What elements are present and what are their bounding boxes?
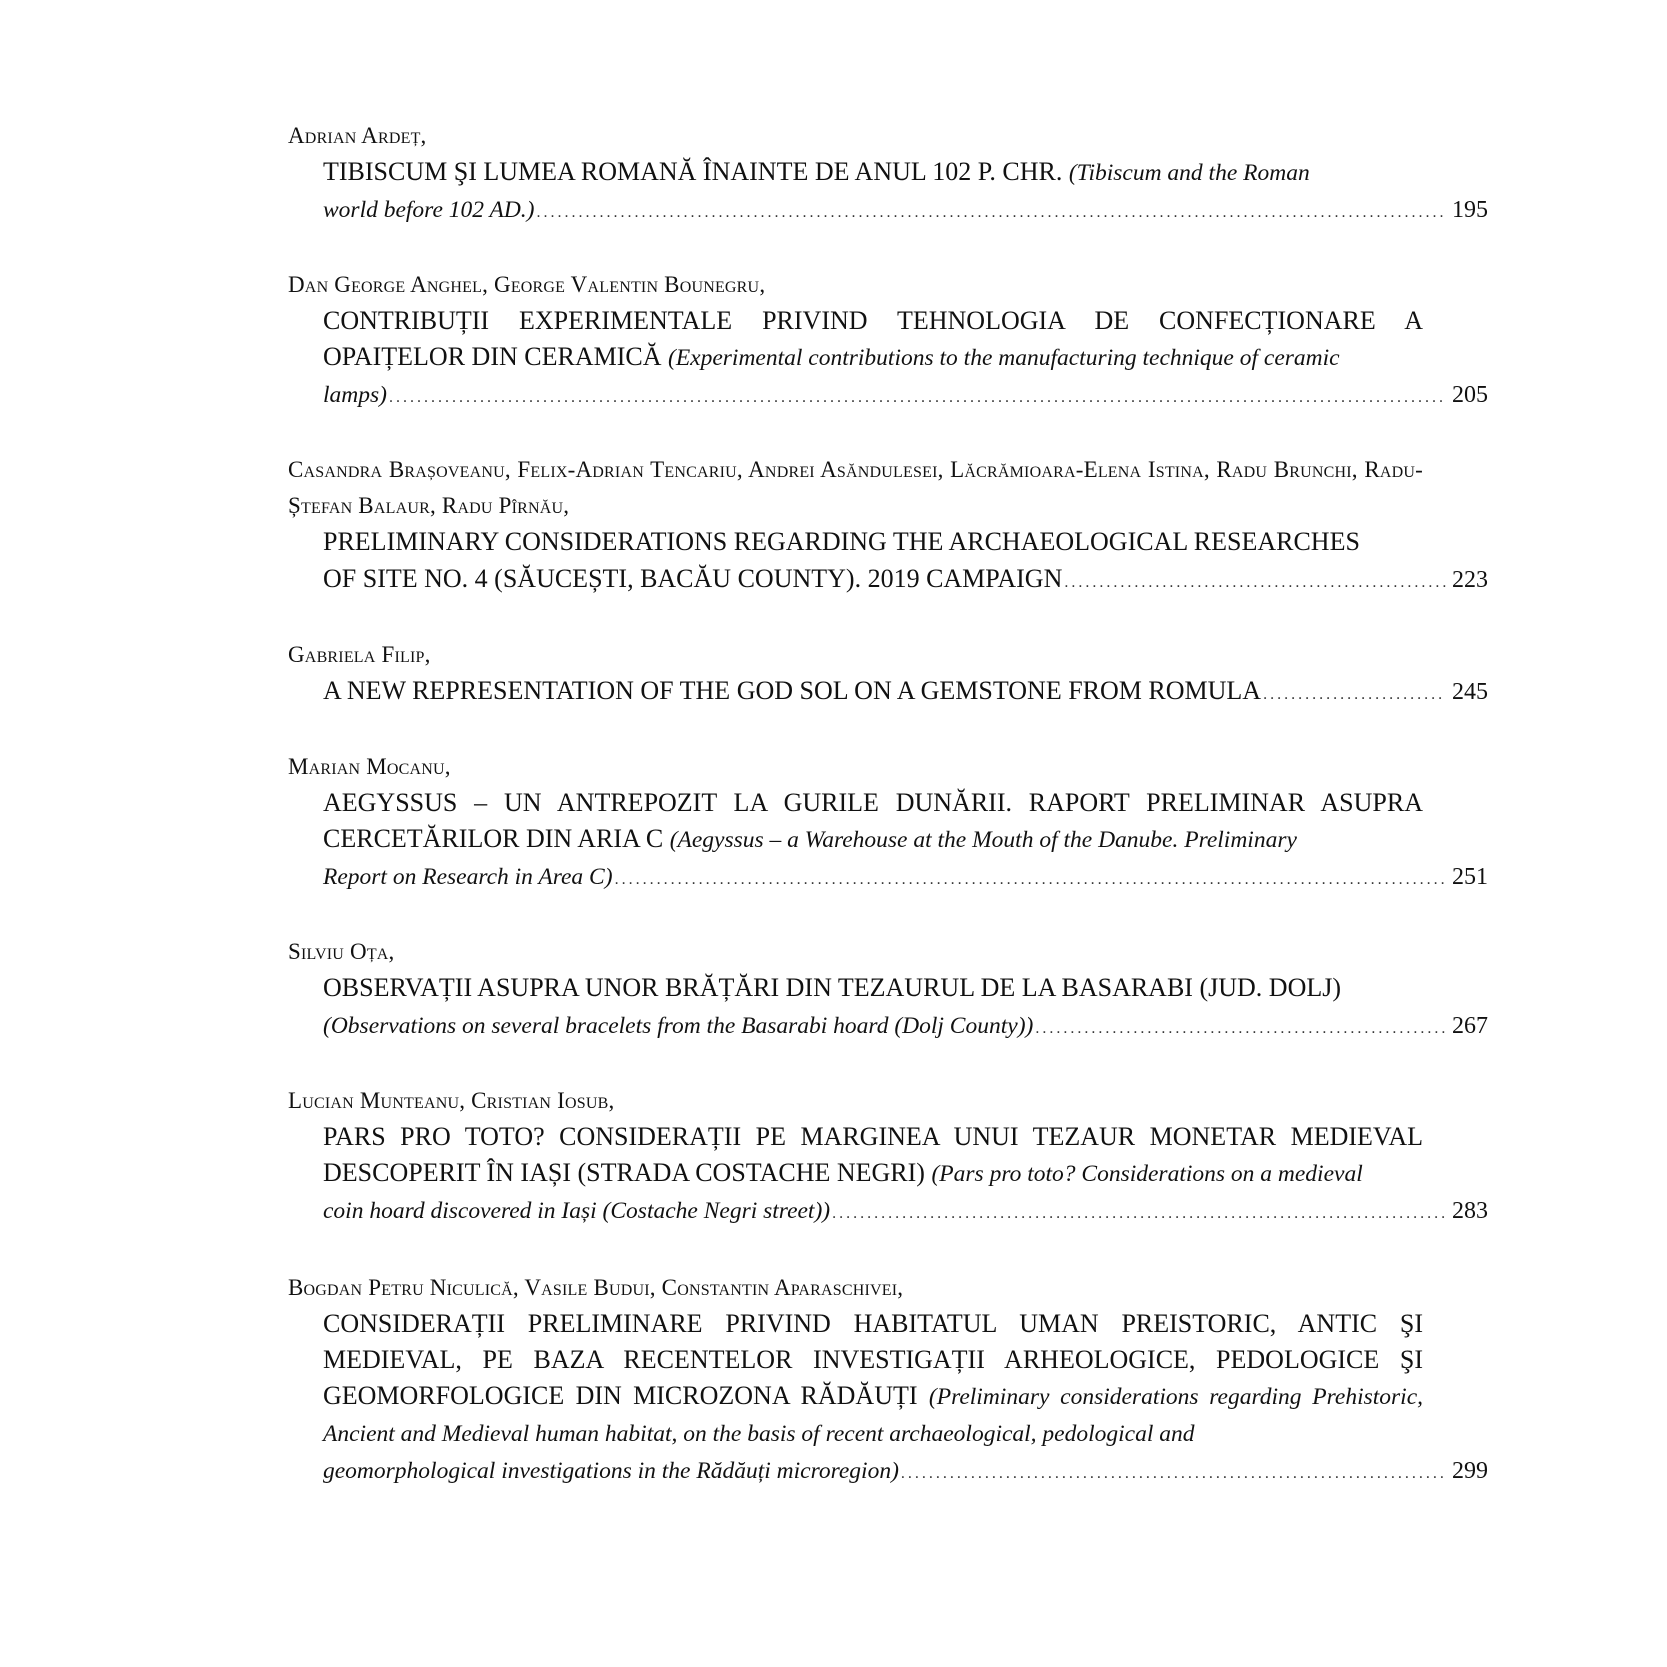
title-last-line — [323, 1192, 1488, 1232]
dot-leader — [389, 380, 1446, 416]
toc-entry — [288, 118, 1488, 231]
title-original: OBSERVAȚII ASUPRA UNOR BRĂȚĂRI DIN TEZAURUL DE LA BASARABI (JUD. DOLJ) — [323, 973, 1341, 1002]
last-line-translation: Report on Research in Area C) — [323, 864, 613, 890]
title-last-line — [323, 1007, 1488, 1047]
page-number[interactable]: 195 — [1452, 197, 1488, 223]
title-original: CONTRIBUȚII EXPERIMENTALE PRIVIND TEHNOLOGIA DE CONFECȚIONARE A OPAIȚELOR DIN CERAMICĂ — [323, 306, 1423, 371]
entry-authors: Lucian Munteanu, Cristian Iosub, — [288, 1088, 615, 1113]
page-number[interactable]: 267 — [1452, 1013, 1488, 1039]
page-number[interactable]: 223 — [1452, 567, 1488, 593]
table-of-contents — [288, 118, 1488, 1528]
toc-entry — [288, 637, 1488, 713]
entry-authors: Gabriela Filip, — [288, 642, 431, 667]
title-last-line — [323, 191, 1488, 231]
title-original: CONSIDERAȚII PRELIMINARE PRIVIND HABITATUL UMAN PREISTORIC, ANTIC ŞI MEDIEVAL, PE BAZA RECENTELOR INVESTIGAȚII ARHEOLOGICE, PEDOLOGICE ŞI GEOMORFOLOGICE DIN MICROZONA RĂDĂUȚI — [323, 1309, 1423, 1410]
title-last-line — [323, 561, 1488, 601]
title-original: TIBISCUM ŞI LUMEA ROMANĂ ÎNAINTE DE ANUL 102 P. CHR. — [323, 157, 1069, 186]
title-lines — [323, 524, 1423, 561]
last-line-text — [323, 1192, 830, 1229]
last-line-text — [323, 673, 1261, 710]
title-last-line — [323, 1452, 1488, 1492]
entry-title[interactable] — [323, 785, 1488, 898]
toc-entry — [288, 934, 1488, 1047]
entry-authors: Dan George Anghel, George Valentin Bounegru, — [288, 272, 766, 297]
last-line-text — [323, 858, 613, 895]
entry-authors: Casandra Brașoveanu, Felix-Adrian Tencariu, Andrei Asăndulesei, Lăcrămioara-Elena Istina, Radu Brunchi, Radu-Ștefan Balaur, Radu Pîrnău, — [288, 457, 1423, 518]
title-translation: (Aegyssus – a Warehouse at the Mouth of the Danube. Preliminary — [669, 827, 1297, 853]
entry-title[interactable] — [323, 524, 1488, 601]
title-original: AEGYSSUS – UN ANTREPOZIT LA GURILE DUNĂRII. RAPORT PRELIMINAR ASUPRA CERCETĂRILOR DIN ARIA C — [323, 788, 1423, 853]
title-lines — [323, 154, 1423, 191]
title-translation: (Pars pro toto? Considerations on a medieval — [931, 1161, 1363, 1187]
entry-authors: Adrian Ardeț, — [288, 123, 427, 148]
entry-title[interactable] — [323, 1119, 1488, 1232]
entry-title[interactable] — [323, 673, 1488, 713]
last-line-original: A NEW REPRESENTATION OF THE GOD SOL ON A GEMSTONE FROM ROMULA — [323, 676, 1262, 705]
title-lines — [323, 1119, 1423, 1192]
entry-authors: Marian Mocanu, — [288, 754, 451, 779]
dot-leader — [832, 1196, 1446, 1232]
entry-title[interactable] — [323, 303, 1488, 416]
last-line-original: OF SITE NO. 4 (SĂUCEȘTI, BACĂU COUNTY). 2019 CAMPAIGN — [323, 564, 1063, 593]
title-translation: (Tibiscum and the Roman — [1068, 160, 1310, 186]
last-line-text — [323, 1452, 899, 1489]
toc-entry — [288, 267, 1488, 416]
last-line-translation: (Observations on several bracelets from the Basarabi hoard (Dolj County)) — [323, 1013, 1034, 1039]
dot-leader — [615, 862, 1446, 898]
last-line-translation: geomorphological investigations in the Rădăuți microregion) — [323, 1458, 899, 1484]
title-lines — [323, 970, 1423, 1007]
last-line-translation: lamps) — [323, 382, 387, 408]
title-last-line — [323, 376, 1488, 416]
last-line-text — [323, 1007, 1033, 1044]
toc-entry — [288, 452, 1488, 601]
entry-authors: Bogdan Petru Niculică, Vasile Budui, Constantin Aparaschivei, — [288, 1275, 904, 1300]
last-line-translation: coin hoard discovered in Iași (Costache Negri street)) — [323, 1198, 831, 1224]
title-lines — [323, 785, 1423, 858]
page-number[interactable]: 299 — [1452, 1458, 1488, 1484]
entry-title[interactable] — [323, 1306, 1488, 1492]
title-last-line — [323, 858, 1488, 898]
title-original: PARS PRO TOTO? CONSIDERAȚII PE MARGINEA UNUI TEZAUR MONETAR MEDIEVAL DESCOPERIT ÎN IAȘI (STRADA COSTACHE NEGRI) — [323, 1122, 1423, 1187]
page-number[interactable]: 205 — [1452, 382, 1488, 408]
title-last-line — [323, 673, 1488, 713]
last-line-translation: world before 102 AD.) — [323, 197, 535, 223]
page-number[interactable]: 251 — [1452, 864, 1488, 890]
title-lines — [323, 1306, 1423, 1452]
title-translation: (Preliminary considerations regarding Prehistoric, Ancient and Medieval human habitat, on the basis of recent archaeological, pedological and — [323, 1384, 1423, 1447]
dot-leader — [1263, 677, 1446, 713]
last-line-text — [323, 561, 1062, 598]
last-line-text — [323, 191, 535, 228]
title-original: PRELIMINARY CONSIDERATIONS REGARDING THE ARCHAEOLOGICAL RESEARCHES — [323, 527, 1360, 556]
title-lines — [323, 303, 1423, 376]
entry-title[interactable] — [323, 154, 1488, 231]
toc-entry — [288, 1083, 1488, 1232]
last-line-text — [323, 376, 387, 413]
toc-entry — [288, 1270, 1488, 1492]
dot-leader — [1035, 1011, 1446, 1047]
dot-leader — [537, 195, 1447, 231]
title-translation: (Experimental contributions to the manufacturing technique of ceramic — [668, 345, 1340, 371]
page-number[interactable]: 245 — [1452, 679, 1488, 705]
page-number[interactable]: 283 — [1452, 1198, 1488, 1224]
entry-authors: Silviu Oța, — [288, 939, 395, 964]
dot-leader — [1064, 565, 1446, 601]
dot-leader — [901, 1456, 1446, 1492]
entry-title[interactable] — [323, 970, 1488, 1047]
toc-entry — [288, 749, 1488, 898]
